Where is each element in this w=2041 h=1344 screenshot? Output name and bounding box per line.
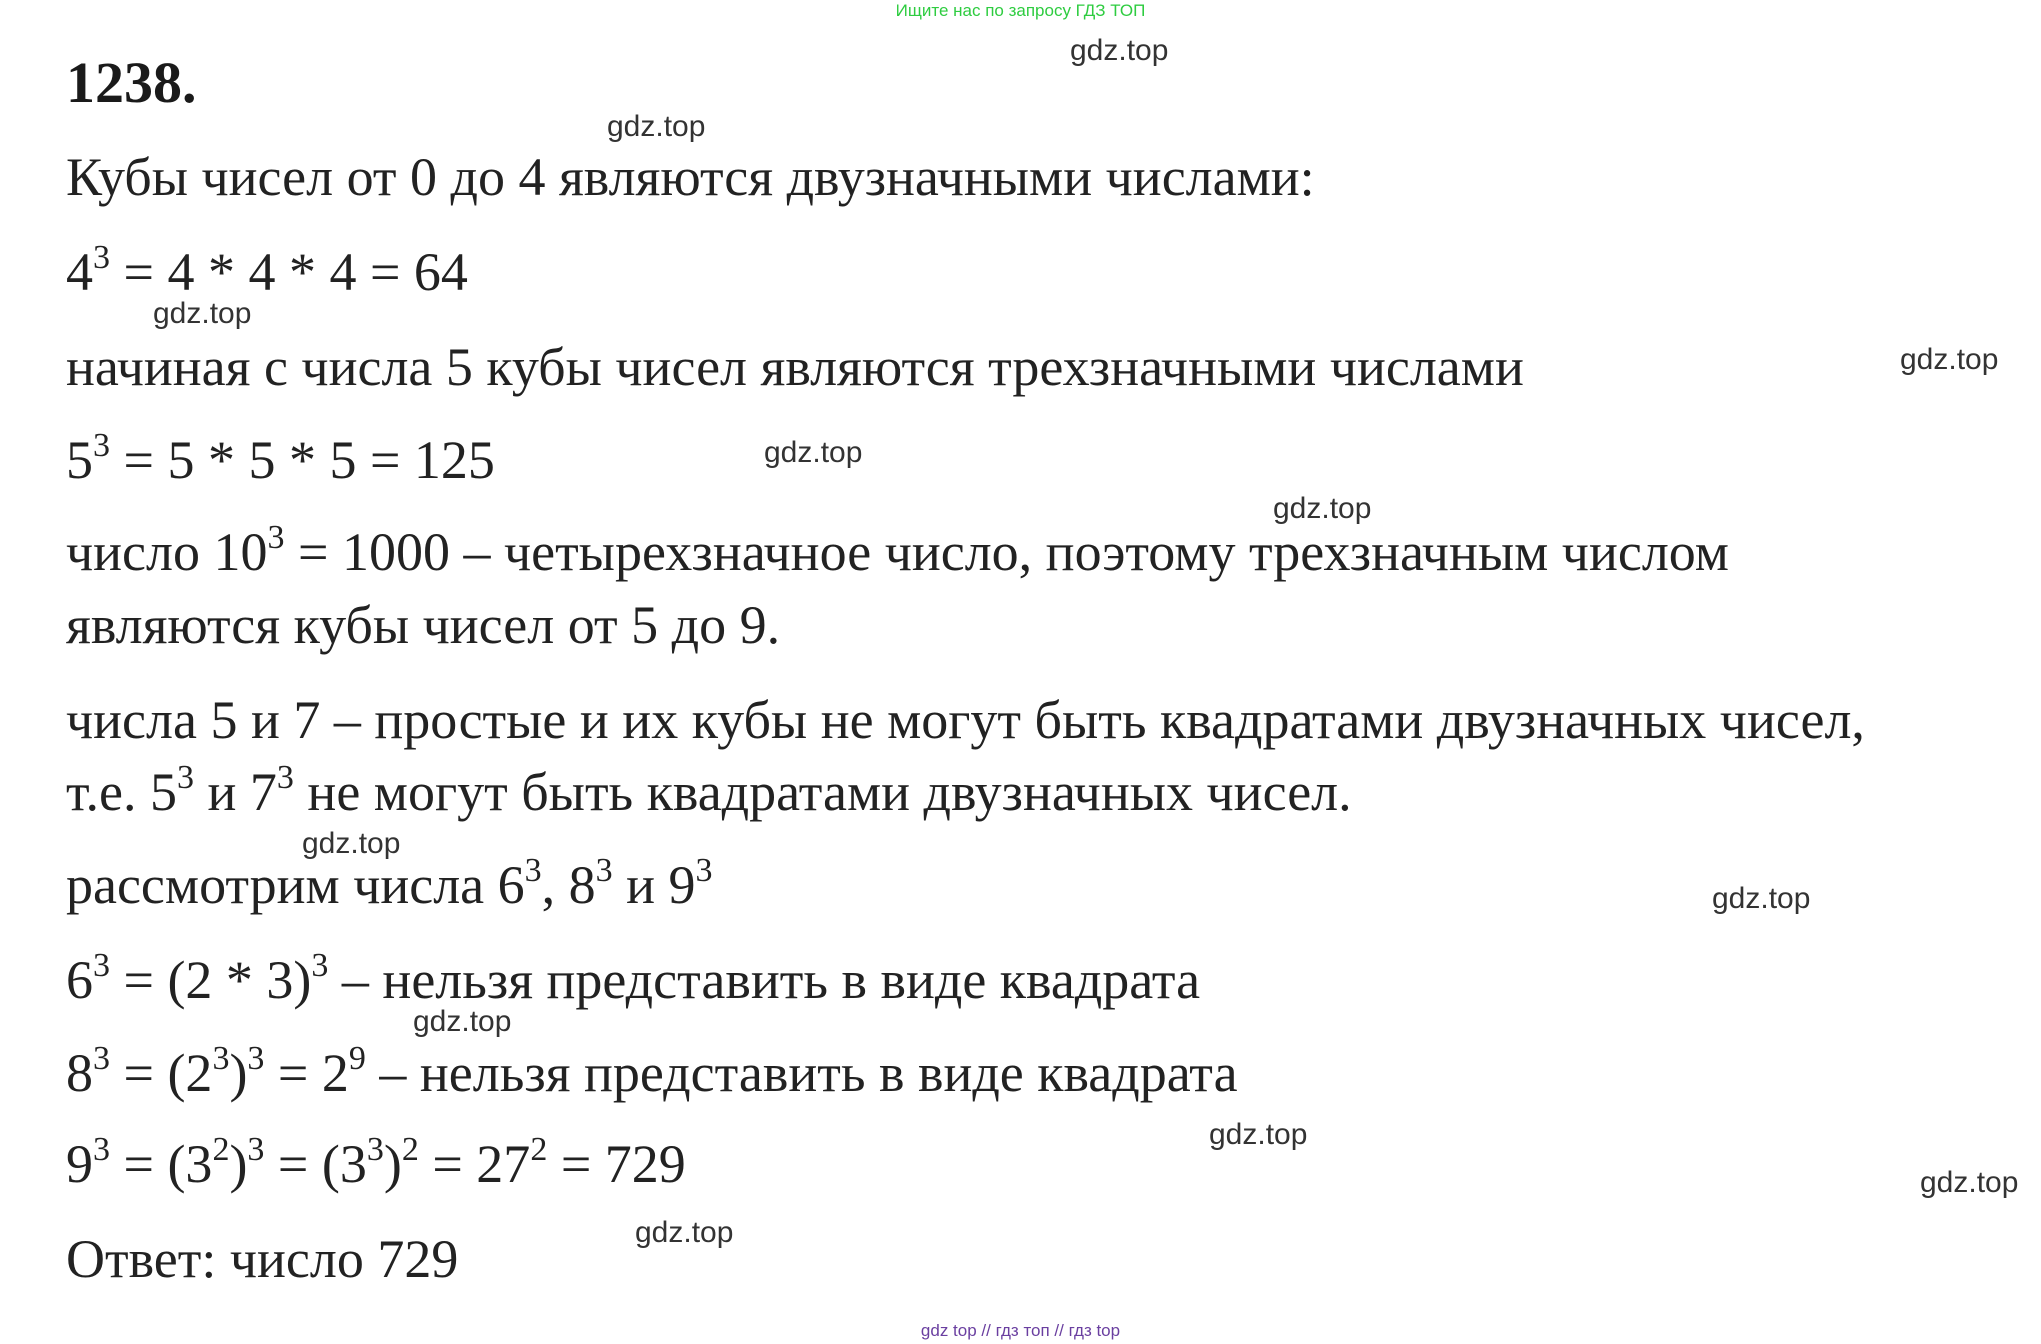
watermark: gdz.top: [1920, 1166, 2019, 1199]
watermark: gdz.top: [1070, 34, 1169, 67]
watermark: gdz.top: [153, 297, 252, 330]
equation-line-1: $4^3 = 4 * 4 * 4 = 64$: [66, 239, 468, 302]
text-line-1: Кубы чисел от 0 до 4 являются двузначными числами:: [66, 147, 1315, 207]
watermark: gdz.top: [1209, 1118, 1308, 1151]
top-banner: Ищите нас по запросу ГДЗ ТОП: [895, 1, 1146, 20]
watermark: gdz.top: [413, 1005, 512, 1038]
text-line-4: являются кубы чисел от 5 до 9.: [66, 595, 781, 655]
equation-line-2: $5^3 = 5 * 5 * 5 = 125$: [66, 427, 495, 490]
watermark: gdz.top: [635, 1216, 734, 1249]
text-line-3: число $10^3 = 1000$ – четырехзначное число, поэтому трехзначным числом: [66, 519, 1729, 582]
watermark: gdz.top: [1712, 882, 1811, 915]
text-line-5: числа 5 и 7 – простые и их кубы не могут быть квадратами двузначных чисел,: [66, 690, 1865, 750]
equation-line-3: $6^3 = (2 * 3)^3$ – нельзя представить в виде квадрата: [66, 947, 1201, 1010]
watermark: gdz.top: [302, 827, 401, 860]
text-line-2: начиная с числа 5 кубы чисел являются трехзначными числами: [66, 337, 1524, 397]
equation-line-4: $8^3 = (2^3)^3 = 2^9$ – нельзя представить в виде квадрата: [66, 1040, 1238, 1103]
equation-line-5: $9^3 = (3^2)^3 = (3^3)^2 = 27^2 = 729$: [66, 1131, 686, 1194]
answer-line: Ответ: число 729: [66, 1229, 459, 1289]
footer-links: gdz top // гдз топ // гдз top: [920, 1321, 1121, 1340]
watermark: gdz.top: [1900, 343, 1999, 376]
watermark: gdz.top: [764, 436, 863, 469]
text-line-7: рассмотрим числа $6^3$, $8^3$ и $9^3$: [66, 852, 713, 915]
watermark: gdz.top: [1273, 492, 1372, 525]
text-line-6: т.е. $5^3$ и $7^3$ не могут быть квадратами двузначных чисел.: [66, 759, 1352, 822]
watermark: gdz.top: [607, 110, 706, 143]
problem-number: 1238.: [66, 50, 197, 115]
